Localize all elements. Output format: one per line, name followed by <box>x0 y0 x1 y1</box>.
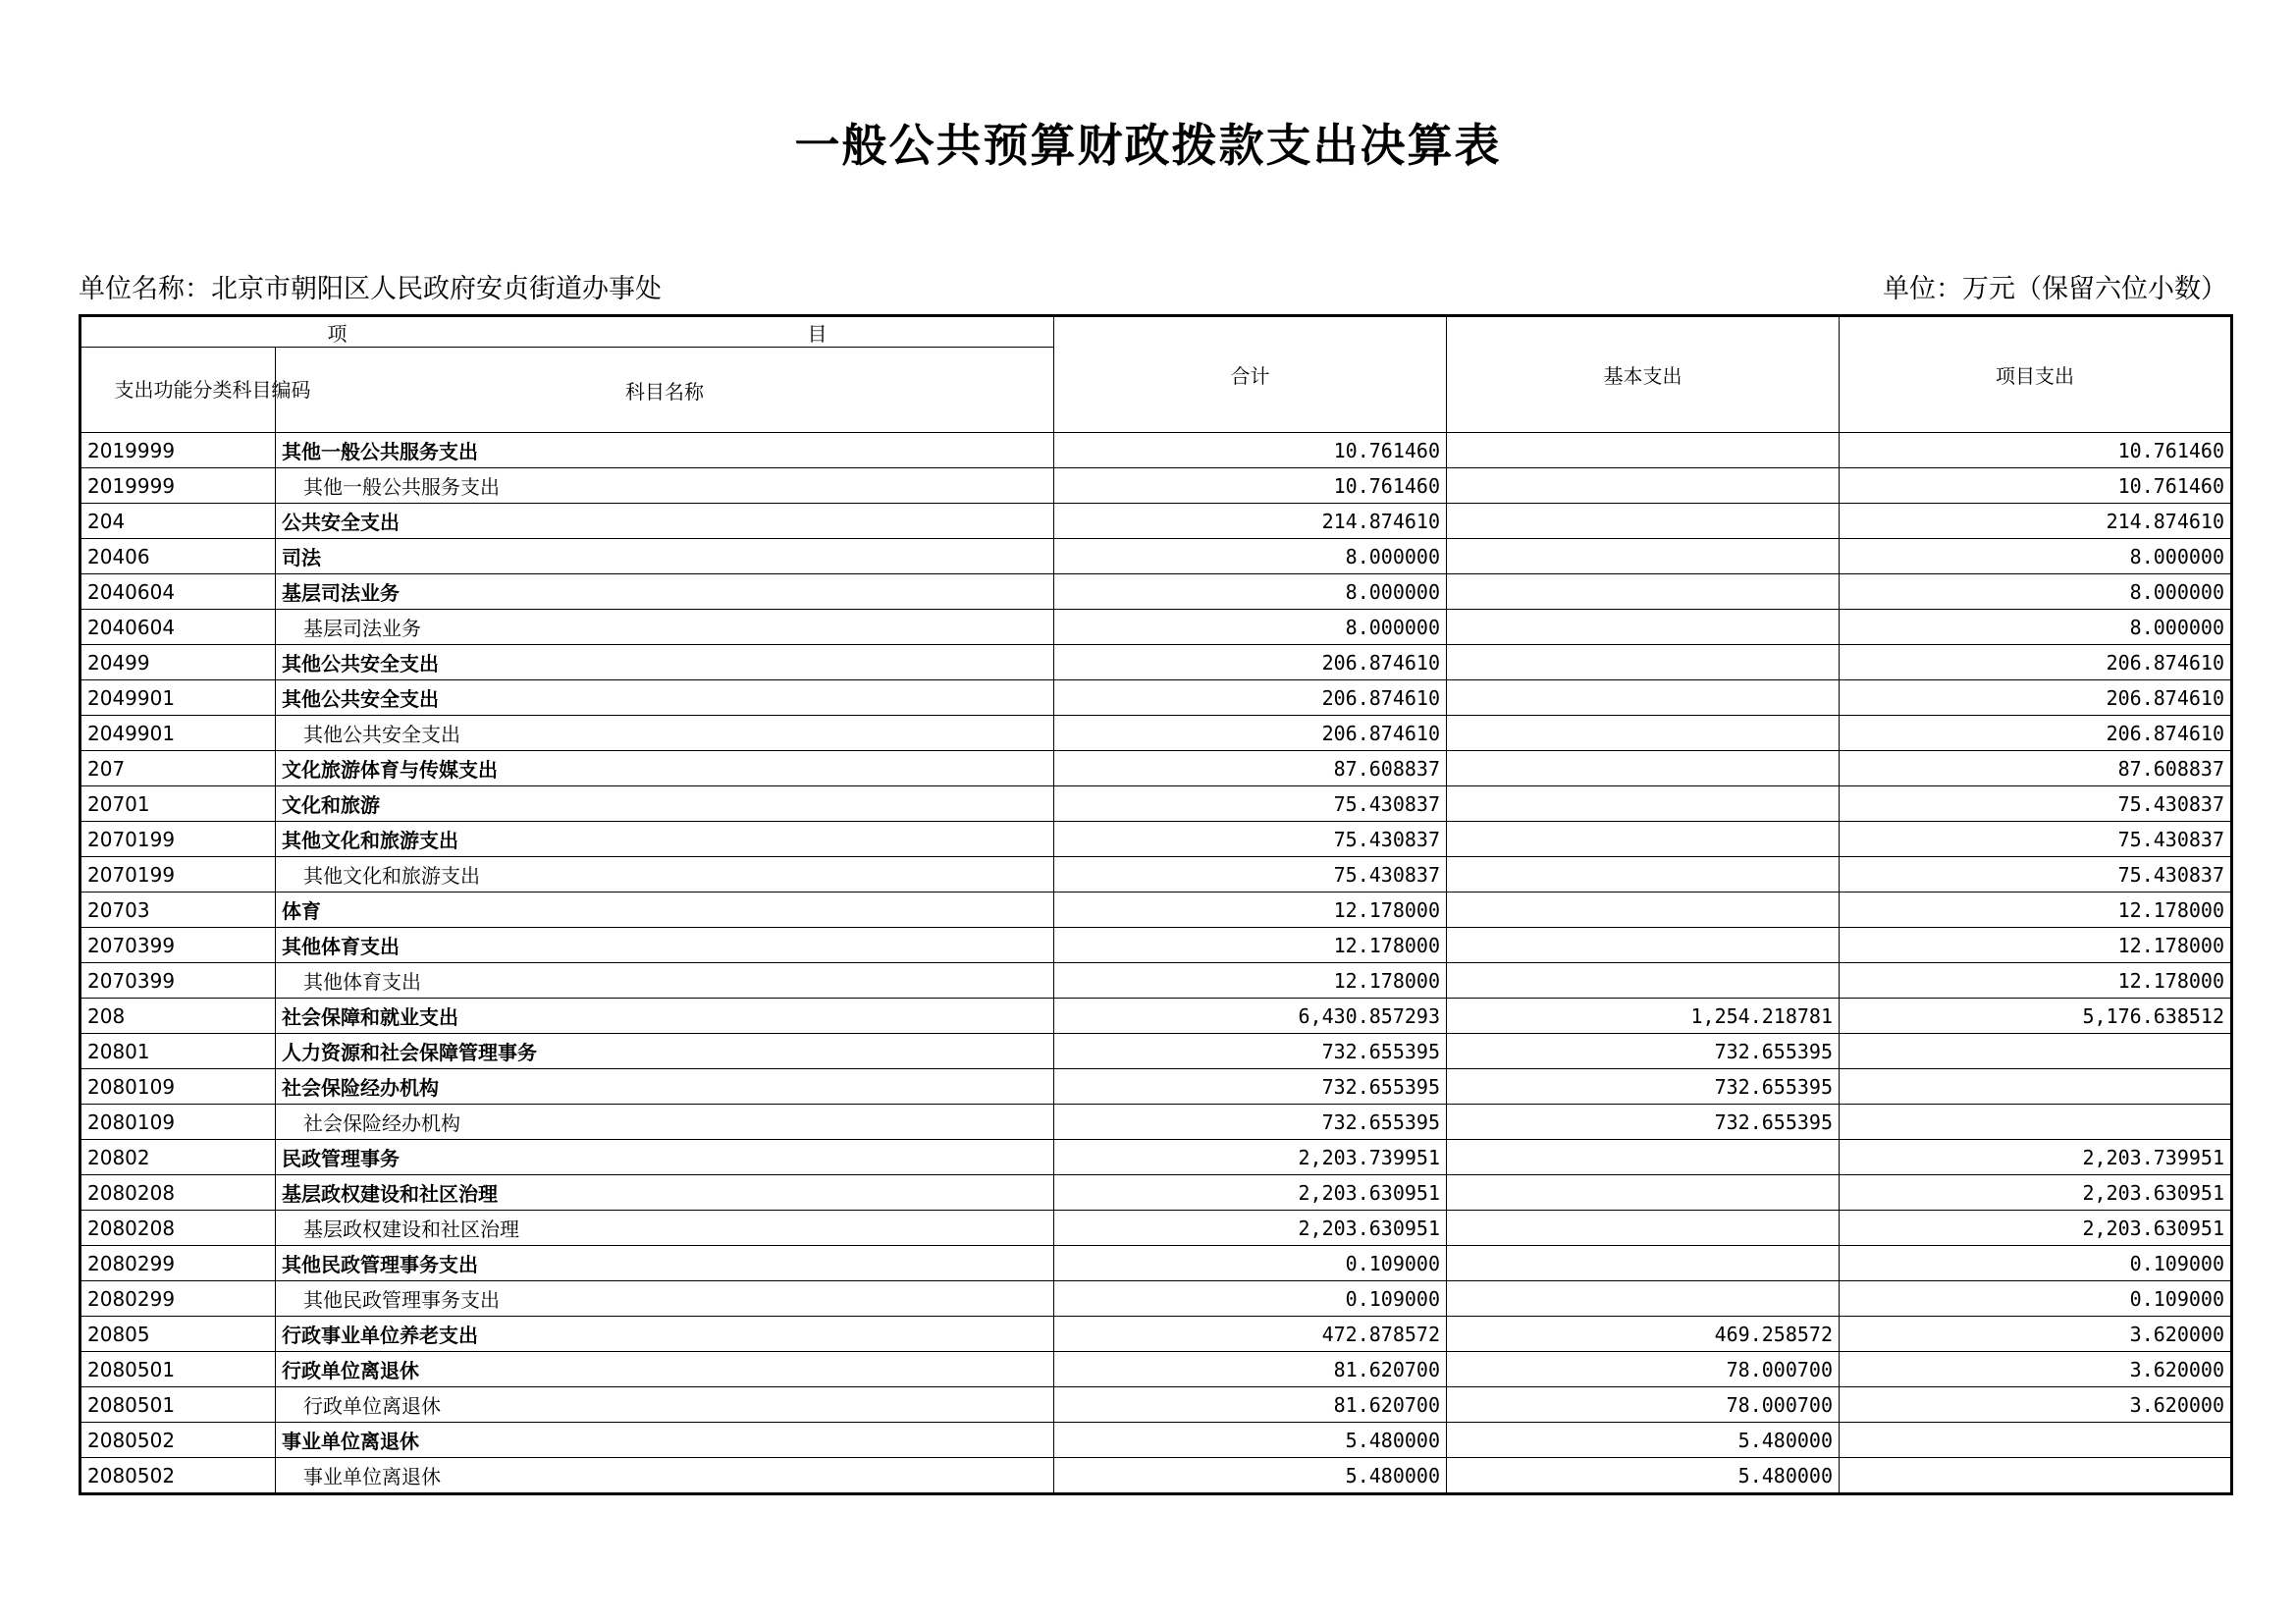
row-name: 公共安全支出 <box>276 504 1054 539</box>
project-header-right: 目 <box>807 321 828 346</box>
table-row <box>80 468 2232 504</box>
row-code: 207 <box>80 751 276 786</box>
row-basic <box>1447 680 1840 716</box>
row-basic <box>1447 1246 1840 1281</box>
row-total: 2,203.739951 <box>1054 1140 1447 1175</box>
row-name: 行政单位离退休 <box>276 1352 1054 1387</box>
row-total: 206.874610 <box>1054 680 1447 716</box>
row-code: 20802 <box>80 1140 276 1175</box>
row-project: 3.620000 <box>1840 1317 2232 1352</box>
row-basic <box>1447 645 1840 680</box>
row-code: 2080501 <box>80 1387 276 1423</box>
row-project: 8.000000 <box>1840 574 2232 610</box>
row-basic <box>1447 574 1840 610</box>
row-total: 732.655395 <box>1054 1034 1447 1069</box>
row-basic <box>1447 786 1840 822</box>
table-row <box>80 1317 2232 1352</box>
row-project: 0.109000 <box>1840 1246 2232 1281</box>
row-total: 732.655395 <box>1054 1069 1447 1105</box>
row-project <box>1840 1423 2232 1458</box>
row-name: 其他一般公共服务支出 <box>276 468 1054 504</box>
row-code: 2080502 <box>80 1458 276 1494</box>
row-total: 12.178000 <box>1054 963 1447 999</box>
row-project: 87.608837 <box>1840 751 2232 786</box>
row-basic <box>1447 1211 1840 1246</box>
header-basic: 基本支出 <box>1447 316 1840 433</box>
row-code: 2019999 <box>80 433 276 468</box>
table-row <box>80 574 2232 610</box>
row-total: 87.608837 <box>1054 751 1447 786</box>
table-body <box>80 433 2232 1494</box>
row-total: 8.000000 <box>1054 539 1447 574</box>
row-name: 行政事业单位养老支出 <box>276 1317 1054 1352</box>
row-project: 0.109000 <box>1840 1281 2232 1317</box>
row-basic: 78.000700 <box>1447 1352 1840 1387</box>
row-project: 2,203.739951 <box>1840 1140 2232 1175</box>
row-code: 2080299 <box>80 1281 276 1317</box>
row-total: 8.000000 <box>1054 574 1447 610</box>
row-project: 12.178000 <box>1840 893 2232 928</box>
row-basic <box>1447 857 1840 893</box>
row-project <box>1840 1034 2232 1069</box>
row-code: 2019999 <box>80 468 276 504</box>
table-row <box>80 786 2232 822</box>
row-code: 2080299 <box>80 1246 276 1281</box>
row-total: 0.109000 <box>1054 1246 1447 1281</box>
row-code: 2040604 <box>80 574 276 610</box>
row-total: 75.430837 <box>1054 822 1447 857</box>
row-project: 10.761460 <box>1840 468 2232 504</box>
table-row <box>80 433 2232 468</box>
row-total: 8.000000 <box>1054 610 1447 645</box>
row-basic <box>1447 468 1840 504</box>
row-total: 2,203.630951 <box>1054 1211 1447 1246</box>
row-project: 8.000000 <box>1840 539 2232 574</box>
row-project: 206.874610 <box>1840 680 2232 716</box>
row-code: 2080109 <box>80 1069 276 1105</box>
table-row <box>80 1105 2232 1140</box>
row-code: 2070199 <box>80 822 276 857</box>
row-name: 事业单位离退休 <box>276 1458 1054 1494</box>
row-name: 事业单位离退休 <box>276 1423 1054 1458</box>
row-code: 2080501 <box>80 1352 276 1387</box>
table-row <box>80 999 2232 1034</box>
row-basic: 5.480000 <box>1447 1423 1840 1458</box>
row-name: 其他文化和旅游支出 <box>276 822 1054 857</box>
header-total: 合计 <box>1054 316 1447 433</box>
row-project: 2,203.630951 <box>1840 1175 2232 1211</box>
project-header <box>80 316 1054 348</box>
table-row <box>80 822 2232 857</box>
row-total: 206.874610 <box>1054 645 1447 680</box>
row-total: 12.178000 <box>1054 893 1447 928</box>
row-name: 其他民政管理事务支出 <box>276 1281 1054 1317</box>
row-name: 民政管理事务 <box>276 1140 1054 1175</box>
table-row <box>80 1423 2232 1458</box>
row-basic <box>1447 539 1840 574</box>
row-basic <box>1447 822 1840 857</box>
table-row <box>80 504 2232 539</box>
row-code: 2080208 <box>80 1175 276 1211</box>
row-code: 2080208 <box>80 1211 276 1246</box>
row-total: 10.761460 <box>1054 468 1447 504</box>
row-code: 2070399 <box>80 963 276 999</box>
row-total: 206.874610 <box>1054 716 1447 751</box>
row-total: 75.430837 <box>1054 857 1447 893</box>
row-name: 其他文化和旅游支出 <box>276 857 1054 893</box>
header-project: 项目支出 <box>1840 316 2232 433</box>
row-code: 20805 <box>80 1317 276 1352</box>
row-name: 其他体育支出 <box>276 963 1054 999</box>
row-total: 732.655395 <box>1054 1105 1447 1140</box>
table-row <box>80 1175 2232 1211</box>
table-row <box>80 751 2232 786</box>
row-project: 3.620000 <box>1840 1387 2232 1423</box>
row-basic: 5.480000 <box>1447 1458 1840 1494</box>
row-basic: 732.655395 <box>1447 1034 1840 1069</box>
row-project <box>1840 1069 2232 1105</box>
row-name: 其他公共安全支出 <box>276 716 1054 751</box>
row-project: 75.430837 <box>1840 857 2232 893</box>
row-name: 文化和旅游 <box>276 786 1054 822</box>
row-basic <box>1447 928 1840 963</box>
row-name: 其他一般公共服务支出 <box>276 433 1054 468</box>
row-total: 5.480000 <box>1054 1458 1447 1494</box>
table-row <box>80 645 2232 680</box>
row-name: 司法 <box>276 539 1054 574</box>
row-project: 75.430837 <box>1840 822 2232 857</box>
row-basic <box>1447 716 1840 751</box>
row-name: 其他公共安全支出 <box>276 680 1054 716</box>
row-project: 10.761460 <box>1840 433 2232 468</box>
row-total: 214.874610 <box>1054 504 1447 539</box>
row-total: 12.178000 <box>1054 928 1447 963</box>
row-name: 人力资源和社会保障管理事务 <box>276 1034 1054 1069</box>
row-basic <box>1447 1281 1840 1317</box>
table-row <box>80 1034 2232 1069</box>
row-project: 206.874610 <box>1840 716 2232 751</box>
row-basic <box>1447 433 1840 468</box>
row-project: 12.178000 <box>1840 928 2232 963</box>
page-title: 一般公共预算财政拨款支出决算表 <box>794 119 1502 172</box>
row-code: 2070199 <box>80 857 276 893</box>
table-row <box>80 1246 2232 1281</box>
row-code: 20701 <box>80 786 276 822</box>
row-basic <box>1447 504 1840 539</box>
row-basic <box>1447 963 1840 999</box>
row-project <box>1840 1458 2232 1494</box>
row-name: 基层政权建设和社区治理 <box>276 1211 1054 1246</box>
row-name: 文化旅游体育与传媒支出 <box>276 751 1054 786</box>
table-row <box>80 1281 2232 1317</box>
row-code: 20499 <box>80 645 276 680</box>
table-row <box>80 610 2232 645</box>
row-total: 75.430837 <box>1054 786 1447 822</box>
header-code <box>80 348 311 433</box>
row-project: 206.874610 <box>1840 645 2232 680</box>
row-basic: 732.655395 <box>1447 1105 1840 1140</box>
row-code: 2049901 <box>80 716 276 751</box>
row-project: 75.430837 <box>1840 786 2232 822</box>
table-row <box>80 680 2232 716</box>
row-name: 基层司法业务 <box>276 574 1054 610</box>
budget-table <box>79 314 2233 1495</box>
table-row <box>80 1211 2232 1246</box>
row-basic: 732.655395 <box>1447 1069 1840 1105</box>
row-basic <box>1447 751 1840 786</box>
row-project: 2,203.630951 <box>1840 1211 2232 1246</box>
table-row <box>80 963 2232 999</box>
table-row <box>80 857 2232 893</box>
table-row <box>80 928 2232 963</box>
unit-name: 单位名称：北京市朝阳区人民政府安贞街道办事处 <box>79 274 662 304</box>
row-project: 3.620000 <box>1840 1352 2232 1387</box>
row-code: 2040604 <box>80 610 276 645</box>
row-basic <box>1447 610 1840 645</box>
row-total: 5.480000 <box>1054 1423 1447 1458</box>
row-project: 12.178000 <box>1840 963 2232 999</box>
unit-label: 单位：万元（保留六位小数） <box>1883 274 2227 304</box>
row-name: 社会保险经办机构 <box>276 1069 1054 1105</box>
row-name: 社会保障和就业支出 <box>276 999 1054 1034</box>
row-total: 472.878572 <box>1054 1317 1447 1352</box>
row-basic <box>1447 1140 1840 1175</box>
row-project: 214.874610 <box>1840 504 2232 539</box>
row-name: 体育 <box>276 893 1054 928</box>
row-project: 5,176.638512 <box>1840 999 2232 1034</box>
row-total: 10.761460 <box>1054 433 1447 468</box>
row-total: 6,430.857293 <box>1054 999 1447 1034</box>
row-total: 2,203.630951 <box>1054 1175 1447 1211</box>
row-name: 其他公共安全支出 <box>276 645 1054 680</box>
table-row <box>80 716 2232 751</box>
row-code: 20801 <box>80 1034 276 1069</box>
row-basic <box>1447 1175 1840 1211</box>
row-basic <box>1447 893 1840 928</box>
row-name: 基层司法业务 <box>276 610 1054 645</box>
row-code: 20406 <box>80 539 276 574</box>
row-name: 其他民政管理事务支出 <box>276 1246 1054 1281</box>
table-row <box>80 1352 2232 1387</box>
row-code: 2080502 <box>80 1423 276 1458</box>
row-code: 2080109 <box>80 1105 276 1140</box>
row-project <box>1840 1105 2232 1140</box>
row-name: 社会保险经办机构 <box>276 1105 1054 1140</box>
row-basic: 78.000700 <box>1447 1387 1840 1423</box>
row-name: 基层政权建设和社区治理 <box>276 1175 1054 1211</box>
header-name: 科目名称 <box>276 348 1054 433</box>
table-row <box>80 1069 2232 1105</box>
row-total: 81.620700 <box>1054 1352 1447 1387</box>
row-code: 20703 <box>80 893 276 928</box>
row-total: 81.620700 <box>1054 1387 1447 1423</box>
row-code: 208 <box>80 999 276 1034</box>
row-basic: 469.258572 <box>1447 1317 1840 1352</box>
table-row <box>80 893 2232 928</box>
table-row <box>80 1387 2232 1423</box>
row-basic: 1,254.218781 <box>1447 999 1840 1034</box>
table-row <box>80 539 2232 574</box>
table-row <box>80 1458 2232 1494</box>
header-code-label: 支出功能分类科目编码 <box>114 378 311 402</box>
row-total: 0.109000 <box>1054 1281 1447 1317</box>
table-row <box>80 1140 2232 1175</box>
row-code: 2049901 <box>80 680 276 716</box>
row-name: 行政单位离退休 <box>276 1387 1054 1423</box>
row-code: 2070399 <box>80 928 276 963</box>
row-code: 204 <box>80 504 276 539</box>
project-header-left: 项 <box>327 321 347 346</box>
row-project: 8.000000 <box>1840 610 2232 645</box>
row-name: 其他体育支出 <box>276 928 1054 963</box>
